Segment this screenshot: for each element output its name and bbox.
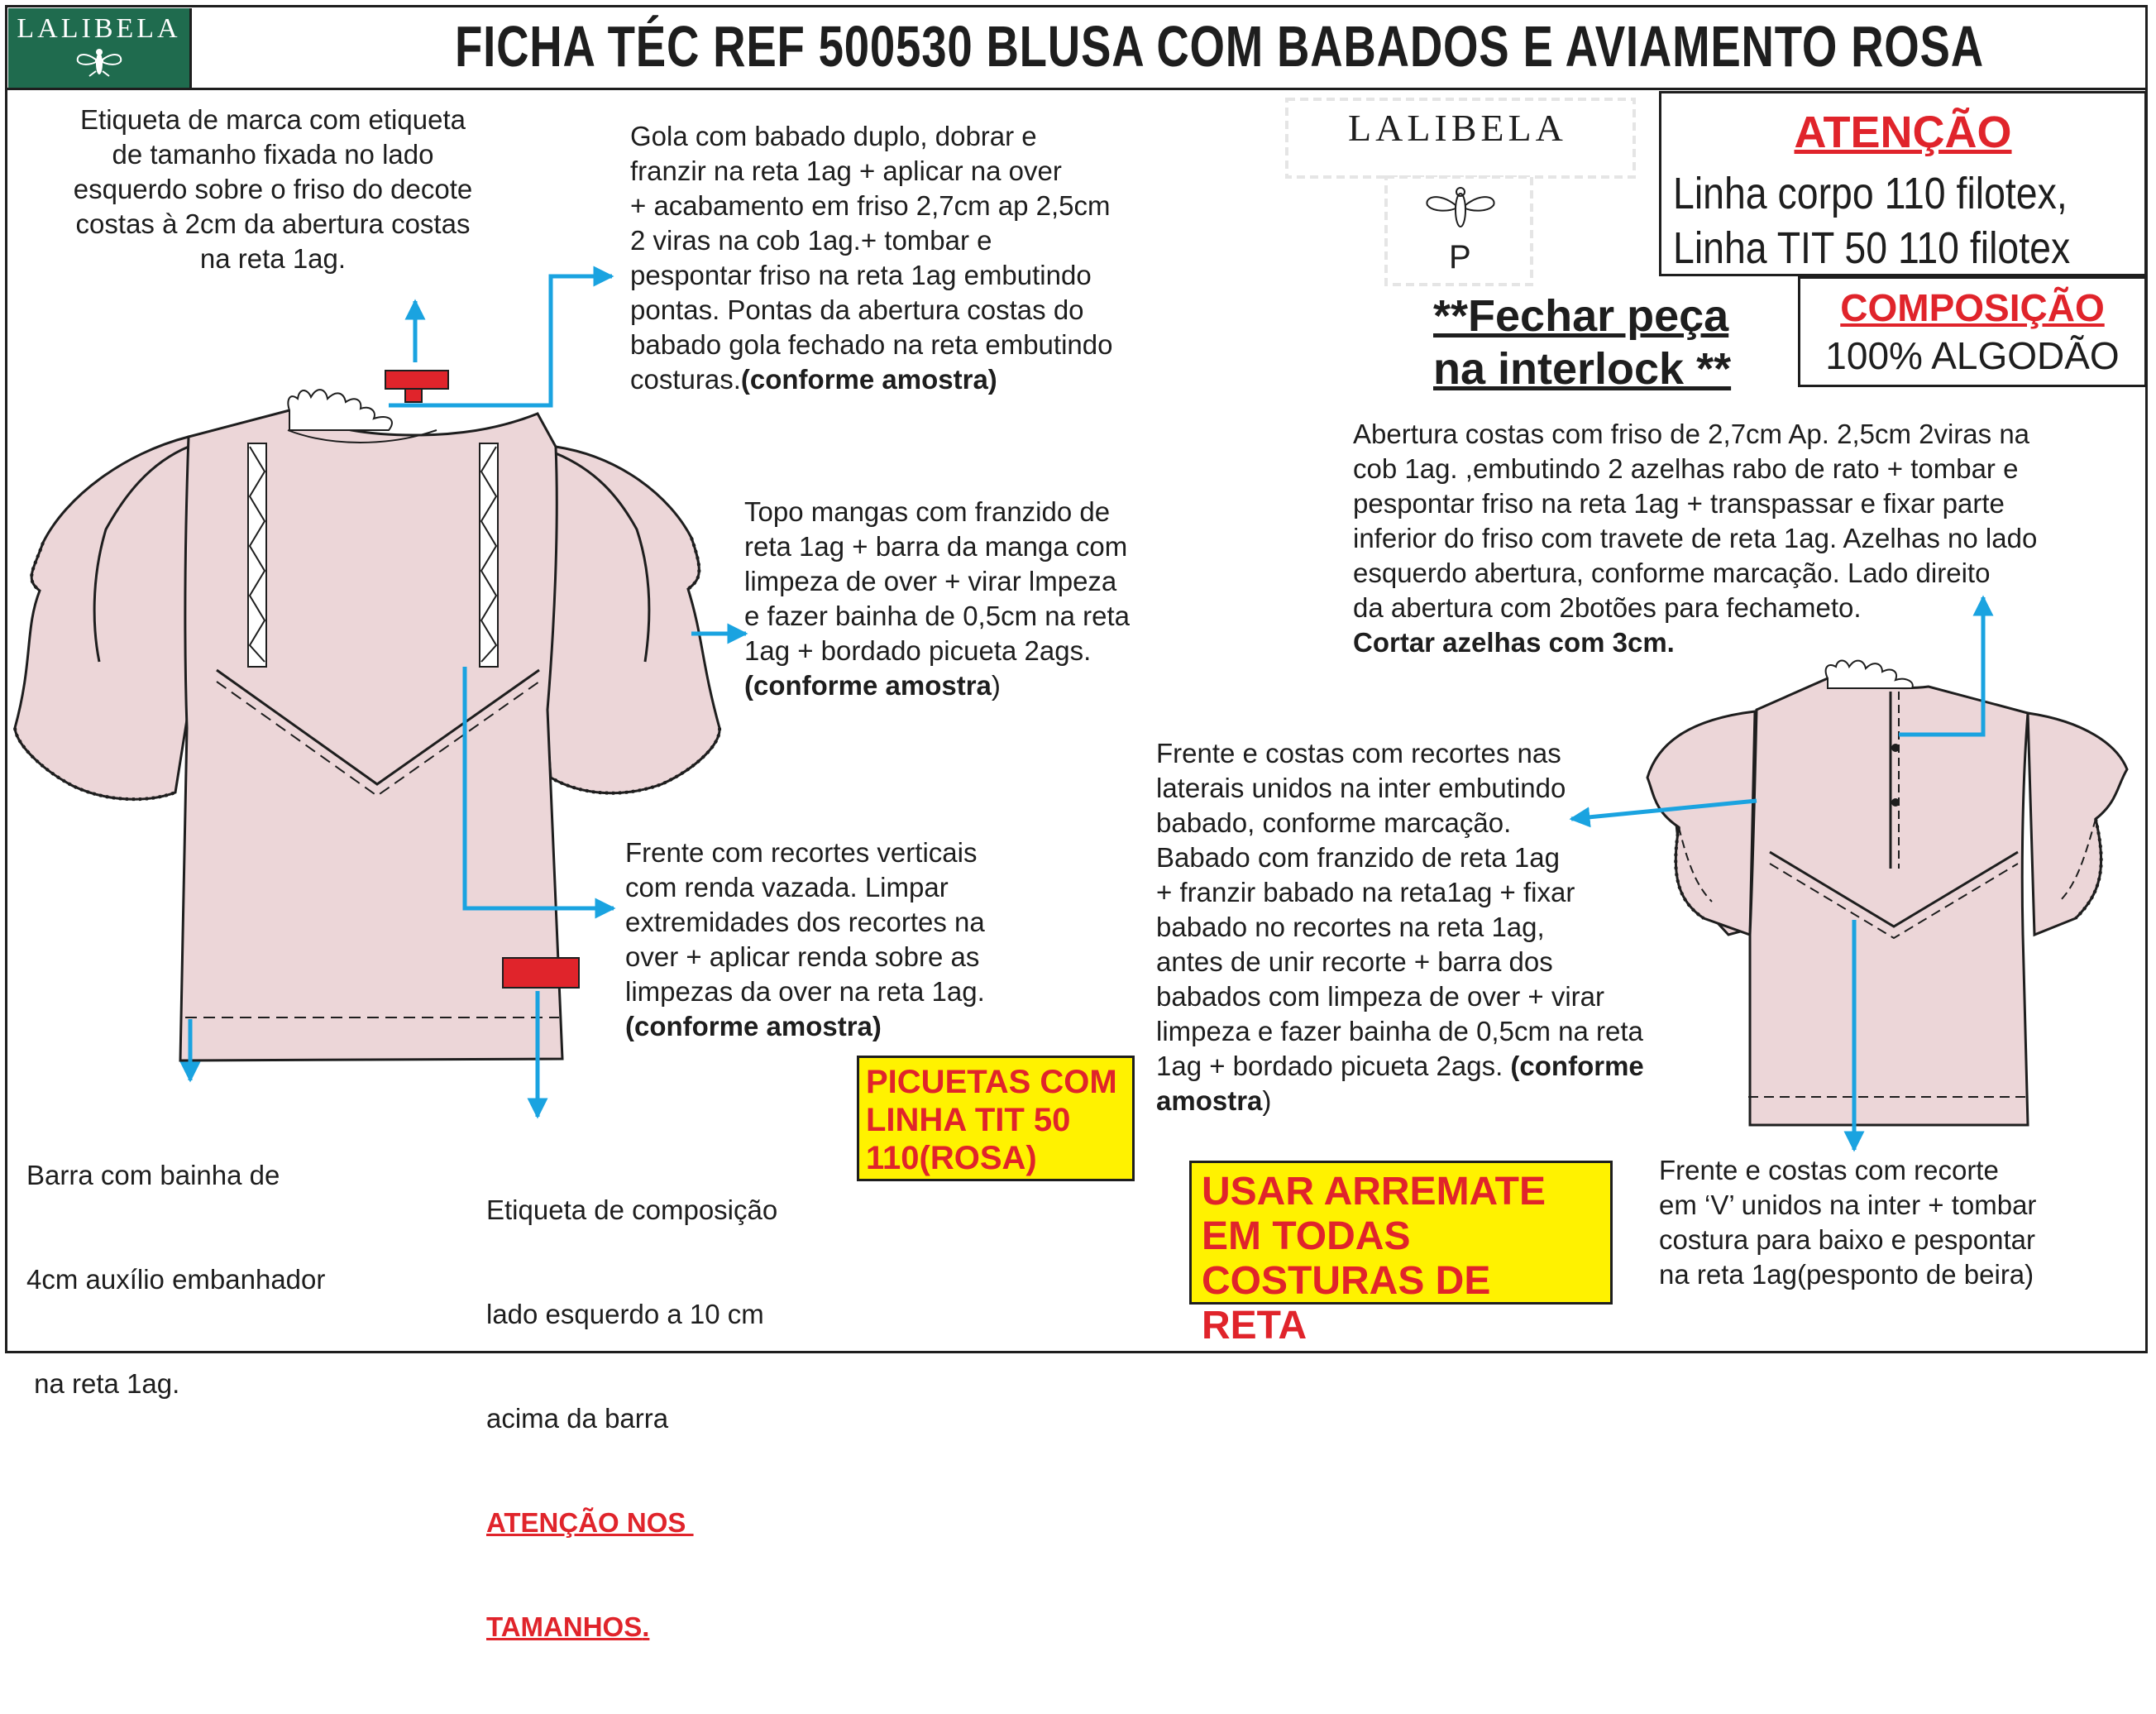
back-button-top xyxy=(1891,744,1900,752)
note-bold: (conforme xyxy=(1510,1051,1644,1081)
note-line: com renda vazada. Limpar xyxy=(625,872,949,902)
note-line: franzir na reta 1ag + aplicar na over xyxy=(630,156,1062,186)
note-bold: amostra xyxy=(1156,1085,1263,1116)
hem-note xyxy=(26,1089,325,1471)
logo-text: LALIBELA xyxy=(17,13,181,44)
note-line: na reta 1ag. xyxy=(199,243,347,274)
interlock-note xyxy=(1433,290,1731,395)
note-line: babados com limpeza de over + virar xyxy=(1156,981,1605,1012)
note-line: limpeza de over + virar lmpeza xyxy=(744,566,1117,596)
note-line: Etiqueta de composição xyxy=(486,1195,778,1225)
v-seam-note xyxy=(1659,1153,2036,1292)
note-line: esquerdo abertura, conforme marcação. Lado direito xyxy=(1353,558,1991,588)
arremate-note xyxy=(1189,1161,1613,1348)
back-right-sleeve-outer xyxy=(2028,713,2127,935)
note-line: Abertura costas com friso de 2,7cm Ap. 2,5cm 2viras na xyxy=(1353,419,2030,449)
attention-box xyxy=(1659,91,2147,276)
note-line: EM TODAS xyxy=(1202,1214,1411,1258)
note-line xyxy=(744,668,1130,703)
note-line: inferior do friso com travete de reta 1ag. Azelhas no lado xyxy=(1353,523,2038,553)
note-line: limpeza e fazer bainha de 0,5cm na reta xyxy=(1156,1016,1643,1046)
attention-title: ATENÇÃO xyxy=(1794,108,2012,157)
note-line: Frente e costas com recortes nas xyxy=(1156,738,1561,768)
side-panels-note xyxy=(1156,736,1644,1118)
interlock-line-2: na interlock ** xyxy=(1433,344,1732,394)
page-title: FICHA TÉC REF 500530 BLUSA COM BABADOS E AVIAMENTO ROSA xyxy=(455,14,1984,79)
composition-title: COMPOSIÇÃO xyxy=(1840,286,2105,329)
note-text: 1ag + bordado picueta 2ags. xyxy=(1156,1051,1511,1081)
note-line: 4cm auxílio embanhador xyxy=(26,1264,326,1295)
note-line: LINHA TIT 50 xyxy=(866,1102,1071,1138)
note-line: acima da barra xyxy=(486,1403,669,1434)
note-line: USAR ARREMATE xyxy=(1202,1170,1546,1214)
composition-box xyxy=(1798,276,2147,387)
note-line: over + aplicar renda sobre as xyxy=(625,941,980,972)
note-line: 110(ROSA) xyxy=(866,1140,1037,1176)
note-line: pespontar friso na reta 1ag + transpassar e fixar parte xyxy=(1353,488,2005,519)
composition-value: 100% ALGODÃO xyxy=(1825,334,2120,377)
attention-line-2: Linha TIT 50 110 filotex xyxy=(1673,223,2071,273)
note-line: 2 viras na cob 1ag.+ tombar e xyxy=(630,225,992,256)
note-line: COSTURAS DE RETA xyxy=(1202,1259,1491,1348)
size-tag-size: P xyxy=(1449,239,1471,275)
note-line: Babado com franzido de reta 1ag xyxy=(1156,842,1560,873)
note-line: cob 1ag. ,embutindo 2 azelhas rabo de rato + tombar e xyxy=(1353,453,2019,484)
note-line: lado esquerdo a 10 cm xyxy=(486,1299,764,1329)
note-line: Etiqueta de marca com etiqueta xyxy=(80,104,466,135)
note-line: extremidades dos recortes na xyxy=(625,907,985,937)
note-text: ) xyxy=(991,670,1001,701)
note-line: + acabamento em friso 2,7cm ap 2,5cm xyxy=(630,190,1111,221)
note-bold: (conforme amostra) xyxy=(740,364,997,395)
note-line: esquerdo sobre o friso do decote xyxy=(73,174,473,204)
note-line: e fazer bainha de 0,5cm na reta xyxy=(744,601,1130,631)
note-line xyxy=(1156,1049,1644,1084)
collar-note xyxy=(630,119,1112,397)
note-line: 1ag + bordado picueta 2ags. xyxy=(744,635,1092,666)
brand-label-marker xyxy=(385,371,448,389)
sizes-warning-line-2: TAMANHOS xyxy=(486,1611,643,1642)
composition-label-note xyxy=(486,1123,777,1714)
note-line: babado gola fechado na reta embutindo xyxy=(630,329,1113,360)
note-bold: (conforme amostra) xyxy=(625,1011,882,1041)
note-line: + franzir babado na reta1ag + fixar xyxy=(1156,877,1575,907)
note-line: Frente com recortes verticais xyxy=(625,837,978,868)
note-bold: Cortar azelhas com 3cm. xyxy=(1353,627,1675,658)
note-line: babado no recortes na reta 1ag, xyxy=(1156,912,1545,942)
back-button-bottom xyxy=(1891,798,1900,807)
note-line xyxy=(1156,1084,1644,1118)
note-line: PICUETAS COM xyxy=(866,1064,1117,1100)
front-right-sleeve xyxy=(546,447,719,793)
composition-label-marker xyxy=(503,958,579,988)
note-text: ) xyxy=(1262,1085,1272,1116)
picuetas-note xyxy=(857,1056,1135,1181)
back-body xyxy=(1750,678,2028,1125)
note-line xyxy=(625,1009,985,1044)
note-text: . xyxy=(642,1611,650,1642)
note-line: laterais unidos na inter embutindo xyxy=(1156,773,1566,803)
front-lace-left xyxy=(248,443,266,667)
note-line xyxy=(486,1610,777,1645)
note-line xyxy=(630,362,1112,397)
front-collar-ruffle xyxy=(288,390,391,430)
back-view-drawing xyxy=(1647,661,2127,1126)
front-lace-right xyxy=(480,443,498,667)
note-line: de tamanho fixada no lado xyxy=(112,139,434,170)
note-line: reta 1ag + barra da manga com xyxy=(744,531,1128,562)
note-line: na reta 1ag. xyxy=(26,1368,180,1399)
note-line: costura para baixo e pespontar xyxy=(1659,1224,2035,1255)
brand-label-stub xyxy=(405,389,422,402)
note-bold: (conforme amostra xyxy=(744,670,992,701)
note-line: antes de unir recorte + barra dos xyxy=(1156,946,1553,977)
note-line: costas à 2cm da abertura costas xyxy=(75,208,471,239)
attention-line-1: Linha corpo 110 filotex, xyxy=(1673,169,2068,218)
sleeves-note xyxy=(744,495,1130,703)
note-line: pespontar friso na reta 1ag embutindo xyxy=(630,260,1092,290)
note-line xyxy=(1353,625,2037,660)
note-line: da abertura com 2botões para fechameto. xyxy=(1353,592,1862,623)
note-line: limpezas da over na reta 1ag. xyxy=(625,976,985,1007)
note-line: babado, conforme marcação. xyxy=(1156,807,1512,838)
note-line: Barra com bainha de xyxy=(26,1160,280,1190)
size-tag-brand: LALIBELA xyxy=(1348,107,1567,149)
front-note xyxy=(625,835,985,1044)
front-view-drawing xyxy=(15,390,719,1060)
note-line: pontas. Pontas da abertura costas do xyxy=(630,294,1084,325)
sizes-warning-line-1: ATENÇÃO NOS xyxy=(486,1507,694,1538)
brand-label-note xyxy=(33,103,513,276)
interlock-line-1: **Fechar peça xyxy=(1433,291,1729,341)
back-opening-note xyxy=(1353,417,2037,660)
front-left-sleeve xyxy=(15,437,189,799)
note-line: Topo mangas com franzido de xyxy=(744,496,1111,527)
back-left-sleeve-outer xyxy=(1647,711,1755,935)
note-line: Frente e costas com recorte xyxy=(1659,1155,1999,1185)
note-line: Gola com babado duplo, dobrar e xyxy=(630,121,1037,151)
back-collar-ruffle xyxy=(1826,661,1913,689)
note-line: na reta 1ag(pesponto de beira) xyxy=(1659,1259,2034,1290)
note-text: costuras. xyxy=(630,364,741,395)
note-line: em ‘V’ unidos na inter + tombar xyxy=(1659,1190,2037,1220)
